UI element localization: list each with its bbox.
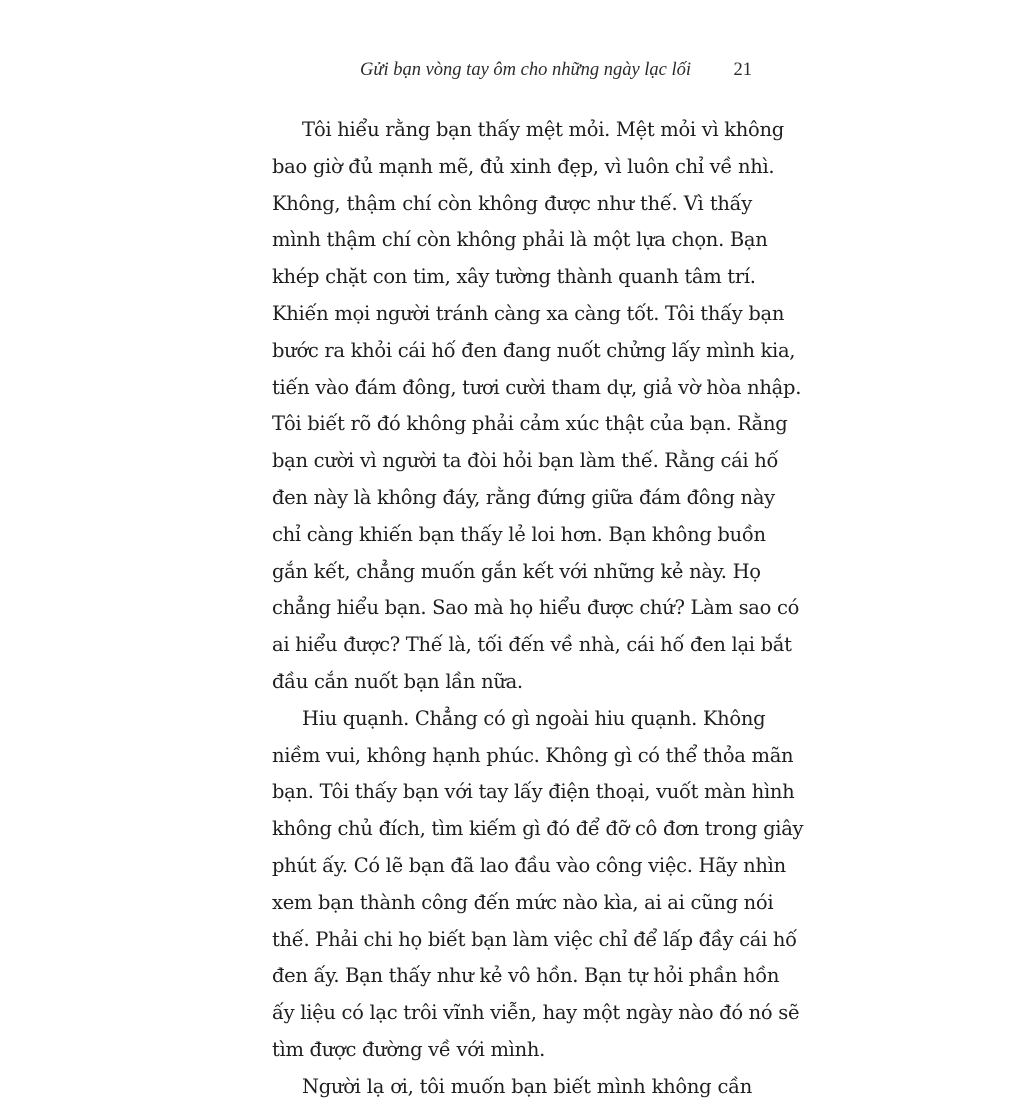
text-line: Hiu quạnh. Chẳng có gì ngoài hiu quạnh. Không <box>302 706 766 730</box>
text-line: chẳng hiểu bạn. Sao mà họ hiểu được chứ? Làm sao có <box>272 596 800 620</box>
body-text <box>272 112 804 1106</box>
text-line: bạn cười vì người ta đòi hỏi bạn làm thế. Rằng cái hố <box>272 449 779 473</box>
running-header <box>272 56 752 84</box>
running-title: Gửi bạn vòng tay ôm cho những ngày lạc lối <box>360 60 692 80</box>
text-line: niềm vui, không hạnh phúc. Không gì có thể thỏa mãn <box>272 743 794 767</box>
text-line: tìm được đường về với mình. <box>272 1037 546 1061</box>
text-line: Tôi biết rõ đó không phải cảm xúc thật của bạn. Rằng <box>272 412 788 436</box>
text-line: bạn. Tôi thấy bạn với tay lấy điện thoại, vuốt màn hình <box>272 780 795 804</box>
text-line: Người lạ ơi, tôi muốn bạn biết mình không cần <box>302 1074 752 1098</box>
text-line: đầu cắn nuốt bạn lần nữa. <box>272 669 523 693</box>
text-line: Tôi hiểu rằng bạn thấy mệt mỏi. Mệt mỏi vì không <box>302 118 784 141</box>
text-line: bước ra khỏi cái hố đen đang nuốt chửng lấy mình kia, <box>272 338 796 362</box>
text-line: xem bạn thành công đến mức nào kìa, ai ai cũng nói <box>272 890 774 914</box>
paragraph <box>272 1069 752 1106</box>
text-line: chỉ càng khiến bạn thấy lẻ loi hơn. Bạn không buồn <box>272 522 766 546</box>
text-line: mình thậm chí còn không phải là một lựa chọn. Bạn <box>272 228 768 252</box>
text-line: Khiến mọi người tránh càng xa càng tốt. Tôi thấy bạn <box>272 301 785 325</box>
text-line: khép chặt con tim, xây tường thành quanh tâm trí. <box>272 265 756 289</box>
page-number: 21 <box>733 60 752 80</box>
text-line: ấy liệu có lạc trôi vĩnh viễn, hay một ngày nào đó nó sẽ <box>272 1001 800 1025</box>
text-line: thế. Phải chi họ biết bạn làm việc chỉ để lấp đầy cái hố <box>272 927 797 951</box>
text-line: phút ấy. Có lẽ bạn đã lao đầu vào công việc. Hãy nhìn <box>272 853 786 877</box>
text-line: không chủ đích, tìm kiếm gì đó để đỡ cô đơn trong giây <box>272 817 804 841</box>
text-line: tiến vào đám đông, tươi cười tham dự, giả vờ hòa nhập. <box>272 375 802 399</box>
paragraph <box>272 701 804 1069</box>
text-line: Không, thậm chí còn không được như thế. Vì thấy <box>272 191 752 215</box>
text-line: đen ấy. Bạn thấy như kẻ vô hồn. Bạn tự hỏi phần hồn <box>272 964 780 988</box>
text-line: bao giờ đủ mạnh mẽ, đủ xinh đẹp, vì luôn chỉ về nhì. <box>272 154 775 178</box>
text-line: gắn kết, chẳng muốn gắn kết với những kẻ này. Họ <box>272 559 761 583</box>
paragraph <box>272 112 802 701</box>
text-line: đen này là không đáy, rằng đứng giữa đám đông này <box>272 485 775 509</box>
text-line: ai hiểu được? Thế là, tối đến về nhà, cái hố đen lại bắt <box>272 633 792 657</box>
